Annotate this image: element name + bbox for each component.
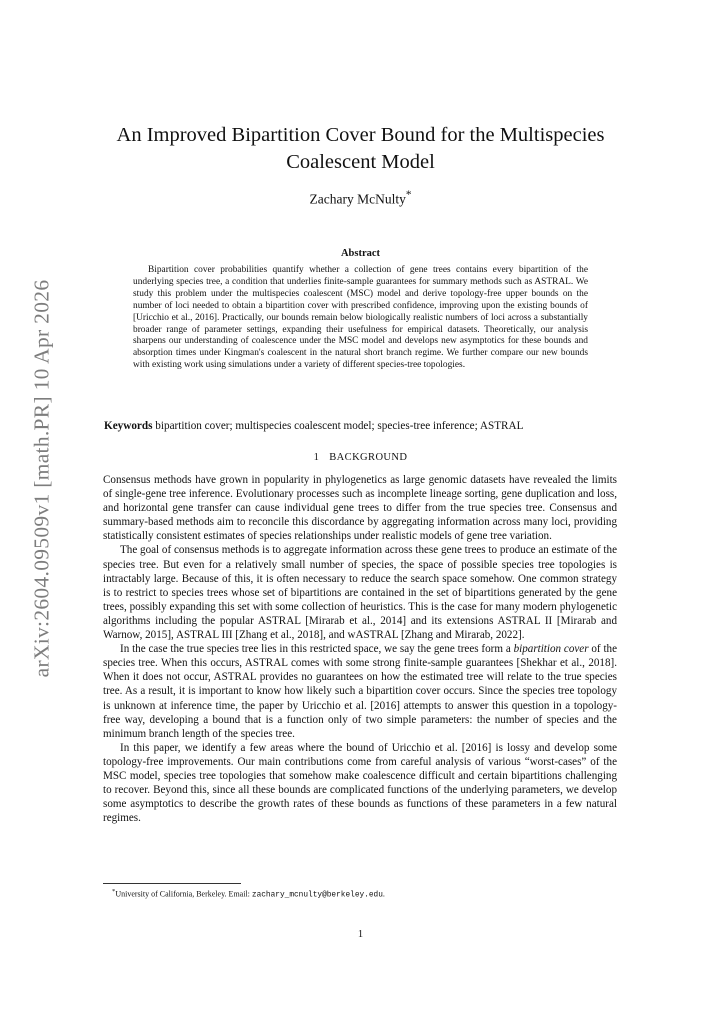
footnote-mark: *	[112, 888, 116, 895]
paragraph-4: In this paper, we identify a few areas where the bound of Uricchio et al. [2016] is lossy and develop some topology-free improvements. Our main contributions come from careful analysis of various “worst-cases” of the MSC model, species tree topologies that somehow make coalescence difficult and certain bipartitions challenging to recover. Beyond this, since all these bounds are complicated functions of the underlying parameters, we develop some asymptotics to describe the growth rates of these bounds as functions of these parameters in a few natural regimes.	[103, 741, 617, 825]
author-footnote-mark: *	[405, 189, 412, 201]
footnote	[112, 887, 617, 901]
section-title: BACKGROUND	[329, 452, 408, 463]
footnote-email: zachary_mcnulty@berkeley.edu	[251, 891, 383, 900]
author-name: Zachary McNulty	[309, 191, 406, 207]
section-body	[103, 473, 617, 825]
page-number: 1	[357, 929, 364, 940]
footnote-text: University of California, Berkeley. Email:	[115, 889, 252, 899]
keywords-line	[104, 419, 619, 433]
keywords-label: Keywords	[104, 420, 153, 432]
paragraph-3-end: of the species tree. When this occurs, ASTRAL comes with some strong finite-sample guarantees [Shekhar et al., 2018]. When it does not occur, ASTRAL provides no guarantees on how the estimated tree will relate to the true species tree. As a result, it is important to know how likely such a bipartition cover occurs. Since the species tree topology is unknown at inference time, the paper by Uricchio et al. [2016] attempts to answer this question in a topology-free way, developing a bound that is a function only of two simple parameters: the number of species and the minimum branch length of the species tree.	[103, 643, 617, 740]
arxiv-identifier-stamp	[22, 268, 62, 688]
author-line	[100, 189, 621, 208]
paragraph-3	[103, 642, 617, 741]
footnote-divider	[103, 883, 241, 884]
paper-title: An Improved Bipartition Cover Bound for the Multispecies Coalescent Model	[116, 124, 605, 173]
abstract-text: Bipartition cover probabilities quantify whether a collection of gene trees contains every bipartition of the underlying species tree, a condition that underlies finite-sample guarantees for summary methods such as ASTRAL. We study this problem under the multispecies coalescent (MSC) model and derive topology-free upper bounds on the number of loci needed to obtain a bipartition cover with prescribed confidence, improving upon the existing bounds of [Uricchio et al., 2016]. Practically, our bounds remain below biologically realistic numbers of loci across a substantially broader range of parameter settings, expanding their usefulness for empirical datasets. Theoretically, our analysis sharpens our understanding of coalescence under the MSC model and develops new asymptotics for these bounds and absorption times under Kingman's coalescent in the natural short branch regime. We further compare our new bounds with existing work using simulations under a variety of different species-tree topologies.	[133, 265, 588, 371]
arxiv-identifier: arXiv:2604.09509v1 [math.PR] 10 Apr 2026	[29, 279, 54, 677]
section-number: 1	[313, 452, 320, 463]
section-heading	[100, 452, 621, 463]
paragraph-1: Consensus methods have grown in popularity in phylogenetics as large genomic datasets have revealed the limits of single-gene tree inference. Evolutionary processes such as incomplete lineage sorting, gene duplication and loss, and horizontal gene transfer can cause individual gene trees to differ from the true species tree. Consensus and summary-based methods aim to reconcile this discordance by aggregating information across many loci, providing statistically consistent estimates of species relationships under realistic models of gene tree variation.	[103, 474, 617, 543]
paragraph-3-emphasis: bipartition cover	[513, 643, 589, 656]
paragraph-2: The goal of consensus methods is to aggregate information across these gene trees to produce an estimate of the species tree. But even for a relatively small number of species, the space of possible species tree topologies is intractably large. Because of this, it is often necessary to reduce the search space somehow. One common strategy is to restrict to species trees whose set of bipartitions are contained in the set of bipartitions generated by the gene trees, possibly expanding this set with some collection of heuristics. This is the case for many modern phylogenetic algorithms including the popular ASTRAL [Mirarab et al., 2014] and its extensions ASTRAL II [Mirarab and Warnow, 2015], ASTRAL III [Zhang et al., 2018], and wASTRAL [Zhang and Mirarab, 2022].	[103, 544, 617, 642]
footnote-end: .	[382, 889, 385, 899]
keywords-text: bipartition cover; multispecies coalescent model; species-tree inference; ASTRAL	[155, 420, 524, 432]
paragraph-3-start: In the case the true species tree lies in this restricted space, we say the gene trees form a	[120, 643, 514, 656]
abstract-heading: Abstract	[340, 248, 381, 259]
